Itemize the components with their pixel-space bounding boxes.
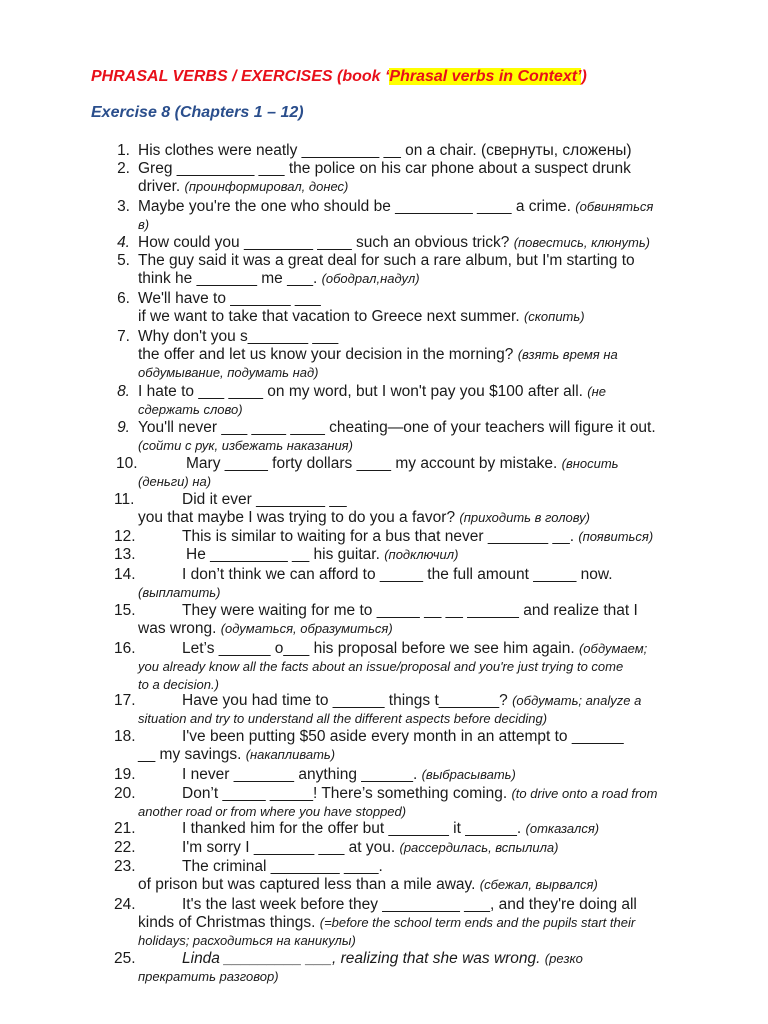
item-text: How could you ________ ____ such an obvious trick? bbox=[138, 234, 514, 251]
exercise-item-16 bbox=[114, 640, 732, 694]
item-text: The criminal ________ ____. bbox=[182, 858, 383, 875]
item-text: Did it ever ________ __ bbox=[182, 491, 347, 508]
item-number: 2. bbox=[117, 160, 130, 177]
item-text: He _________ __ his guitar. bbox=[186, 546, 385, 563]
item-number: 23. bbox=[114, 858, 136, 875]
exercise-item-21 bbox=[114, 820, 732, 838]
item-hint: (повестись, клюнуть) bbox=[513, 235, 651, 250]
item-text: the offer and let us know your decision in the morning? bbox=[138, 346, 518, 363]
item-number: 12. bbox=[114, 528, 136, 545]
item-hint: holidays; расходиться на каникулы) bbox=[138, 933, 356, 948]
item-text: Linda _________ ___, realizing that she was wrong. bbox=[182, 950, 545, 967]
exercise-item-5 bbox=[117, 252, 732, 288]
exercise-item-24 bbox=[114, 896, 732, 950]
item-text: I thanked him for the offer but _______ it ______. bbox=[182, 820, 526, 837]
item-hint: (не bbox=[587, 384, 607, 399]
exercise-item-22 bbox=[114, 839, 732, 857]
item-hint: (=before the school term ends and the pupils start their bbox=[319, 915, 636, 930]
item-hint: (обдумать; analyze a bbox=[512, 693, 642, 708]
item-text: I don’t think we can afford to _____ the full amount _____ now. bbox=[182, 566, 613, 583]
exercise-item-10 bbox=[116, 455, 732, 491]
item-text: of prison but was captured less than a mile away. bbox=[138, 876, 480, 893]
item-text: if we want to take that vacation to Greece next summer. bbox=[138, 308, 524, 325]
item-hint: (вносить bbox=[561, 456, 619, 471]
item-hint: (скопить) bbox=[523, 309, 585, 324]
title-highlight: Phrasal verbs in Context’ bbox=[389, 68, 582, 85]
item-hint: (проинформировал, донес) bbox=[184, 179, 349, 194]
exercise-item-9 bbox=[117, 419, 732, 455]
exercise-item-12 bbox=[114, 528, 732, 546]
title-text: PHRASAL VERBS / EXERCISES (book ‘ bbox=[91, 68, 390, 85]
item-text: __ my savings. bbox=[138, 746, 246, 763]
item-text: This is similar to waiting for a bus that never _______ __. bbox=[182, 528, 579, 545]
item-number: 10. bbox=[116, 455, 138, 472]
item-hint: (взять время на bbox=[517, 347, 618, 362]
item-number: 3. bbox=[117, 198, 130, 215]
exercise-item-25 bbox=[114, 950, 732, 986]
exercise-item-15 bbox=[114, 602, 732, 638]
item-hint: сдержать слово) bbox=[138, 402, 243, 417]
item-number: 11. bbox=[114, 491, 135, 508]
item-hint: (приходить в голову) bbox=[459, 510, 590, 525]
item-number: 16. bbox=[114, 640, 136, 657]
item-text: Have you had time to ______ things t_______? bbox=[182, 692, 513, 709]
item-hint: (рассердилась, вспылила) bbox=[399, 840, 559, 855]
item-number: 5. bbox=[117, 252, 130, 269]
item-number: 7. bbox=[117, 328, 130, 345]
exercise-item-7 bbox=[117, 328, 732, 382]
item-text: You'll never ___ ____ ____ cheating—one of your teachers will figure it out. bbox=[138, 419, 656, 436]
item-number: 8. bbox=[117, 383, 130, 400]
item-hint: (обвиняться bbox=[575, 199, 654, 214]
item-text: His clothes were neatly _________ __ on a chair. bbox=[138, 142, 481, 159]
item-text: Mary _____ forty dollars ____ my account by mistake. bbox=[186, 455, 562, 472]
exercise-item-23 bbox=[114, 858, 732, 894]
item-hint: (резко bbox=[544, 951, 583, 966]
item-text: They were waiting for me to _____ __ __ ______ and realize that I bbox=[182, 602, 638, 619]
item-hint: в) bbox=[138, 217, 150, 232]
exercise-item-1 bbox=[117, 142, 732, 160]
item-hint: (сбежал, вырвался) bbox=[479, 877, 598, 892]
exercise-item-3 bbox=[117, 198, 732, 234]
item-hint: обдумывание, подумать над) bbox=[138, 365, 319, 380]
item-hint: (деньги) на) bbox=[138, 474, 212, 489]
item-text: kinds of Christmas things. bbox=[138, 914, 320, 931]
exercise-heading: Exercise 8 (Chapters 1 – 12) bbox=[91, 104, 304, 121]
item-number: 21. bbox=[114, 820, 136, 837]
item-number: 20. bbox=[114, 785, 136, 802]
item-text: think he _______ me ___. bbox=[138, 270, 322, 287]
item-text: Why don't you s_______ ___ bbox=[138, 328, 339, 345]
item-hint: you already know all the facts about an issue/proposal and you're just trying to come bbox=[138, 659, 624, 674]
item-hint: (одуматься, образумиться) bbox=[220, 621, 393, 636]
item-number: 13. bbox=[114, 546, 136, 563]
exercise-item-4 bbox=[117, 234, 732, 252]
item-hint: прекратить разговор) bbox=[138, 969, 279, 984]
exercise-item-6 bbox=[117, 290, 732, 326]
item-text: Let’s ______ o___ his proposal before we see him again. bbox=[182, 640, 579, 657]
exercise-item-17 bbox=[114, 692, 732, 728]
item-text: The guy said it was a great deal for such a rare album, but I'm starting to bbox=[138, 252, 635, 269]
item-text: you that maybe I was trying to do you a favor? bbox=[138, 509, 460, 526]
item-hint: (ободрал,надул) bbox=[321, 271, 420, 286]
item-number: 19. bbox=[114, 766, 136, 783]
item-text: was wrong. bbox=[138, 620, 221, 637]
item-number: 15. bbox=[114, 602, 136, 619]
item-number: 22. bbox=[114, 839, 136, 856]
item-hint: (подключил) bbox=[384, 547, 459, 562]
item-text: I hate to ___ ____ on my word, but I won't pay you $100 after all. bbox=[138, 383, 588, 400]
exercise-item-19 bbox=[114, 766, 732, 784]
item-text: We'll have to _______ ___ bbox=[138, 290, 321, 307]
item-hint: to a decision.) bbox=[138, 677, 219, 692]
exercise-item-20 bbox=[114, 785, 732, 821]
exercise-item-2 bbox=[117, 160, 732, 196]
item-number: 9. bbox=[117, 419, 130, 436]
item-hint: (выплатить) bbox=[138, 585, 221, 600]
exercise-item-11 bbox=[114, 491, 732, 527]
item-text: Greg _________ ___ the police on his car phone about a suspect drunk bbox=[138, 160, 631, 177]
item-hint: situation and try to understand all the different aspects before deciding) bbox=[138, 711, 548, 726]
item-text: I've been putting $50 aside every month in an attempt to ______ bbox=[182, 728, 624, 745]
item-number: 17. bbox=[114, 692, 136, 709]
item-hint: (сойти с рук, избежать наказания) bbox=[138, 438, 353, 453]
item-text: Maybe you're the one who should be _________ ____ a crime. bbox=[138, 198, 576, 215]
item-hint: (выбрасывать) bbox=[421, 767, 516, 782]
exercise-item-13 bbox=[114, 546, 732, 564]
item-hint: (to drive onto a road from bbox=[511, 786, 658, 801]
item-hint: (отказался) bbox=[525, 821, 600, 836]
item-number: 1. bbox=[117, 142, 130, 159]
title-end: ) bbox=[581, 68, 587, 85]
item-text: I never _______ anything ______. bbox=[182, 766, 422, 783]
item-number: 14. bbox=[114, 566, 136, 583]
exercise-item-14 bbox=[114, 566, 732, 602]
item-hint: (появиться) bbox=[578, 529, 654, 544]
item-hint: (накапливать) bbox=[245, 747, 336, 762]
item-number: 18. bbox=[114, 728, 136, 745]
item-hint: (свернуты, сложены) bbox=[480, 142, 632, 159]
document-title bbox=[91, 68, 587, 86]
exercise-item-8 bbox=[117, 383, 732, 419]
item-text: I'm sorry I _______ ___ at you. bbox=[182, 839, 400, 856]
item-text: It's the last week before they _________ ___, and they're doing all bbox=[182, 896, 637, 913]
item-text: Don’t _____ _____! There’s something coming. bbox=[182, 785, 512, 802]
exercise-item-18 bbox=[114, 728, 732, 764]
item-number: 4. bbox=[117, 234, 130, 251]
item-number: 24. bbox=[114, 896, 136, 913]
item-text: driver. bbox=[138, 178, 185, 195]
item-hint: (обдумаем; bbox=[578, 641, 648, 656]
item-number: 6. bbox=[117, 290, 130, 307]
item-hint: another road or from where you have stopped) bbox=[138, 804, 407, 819]
item-number: 25. bbox=[114, 950, 136, 967]
